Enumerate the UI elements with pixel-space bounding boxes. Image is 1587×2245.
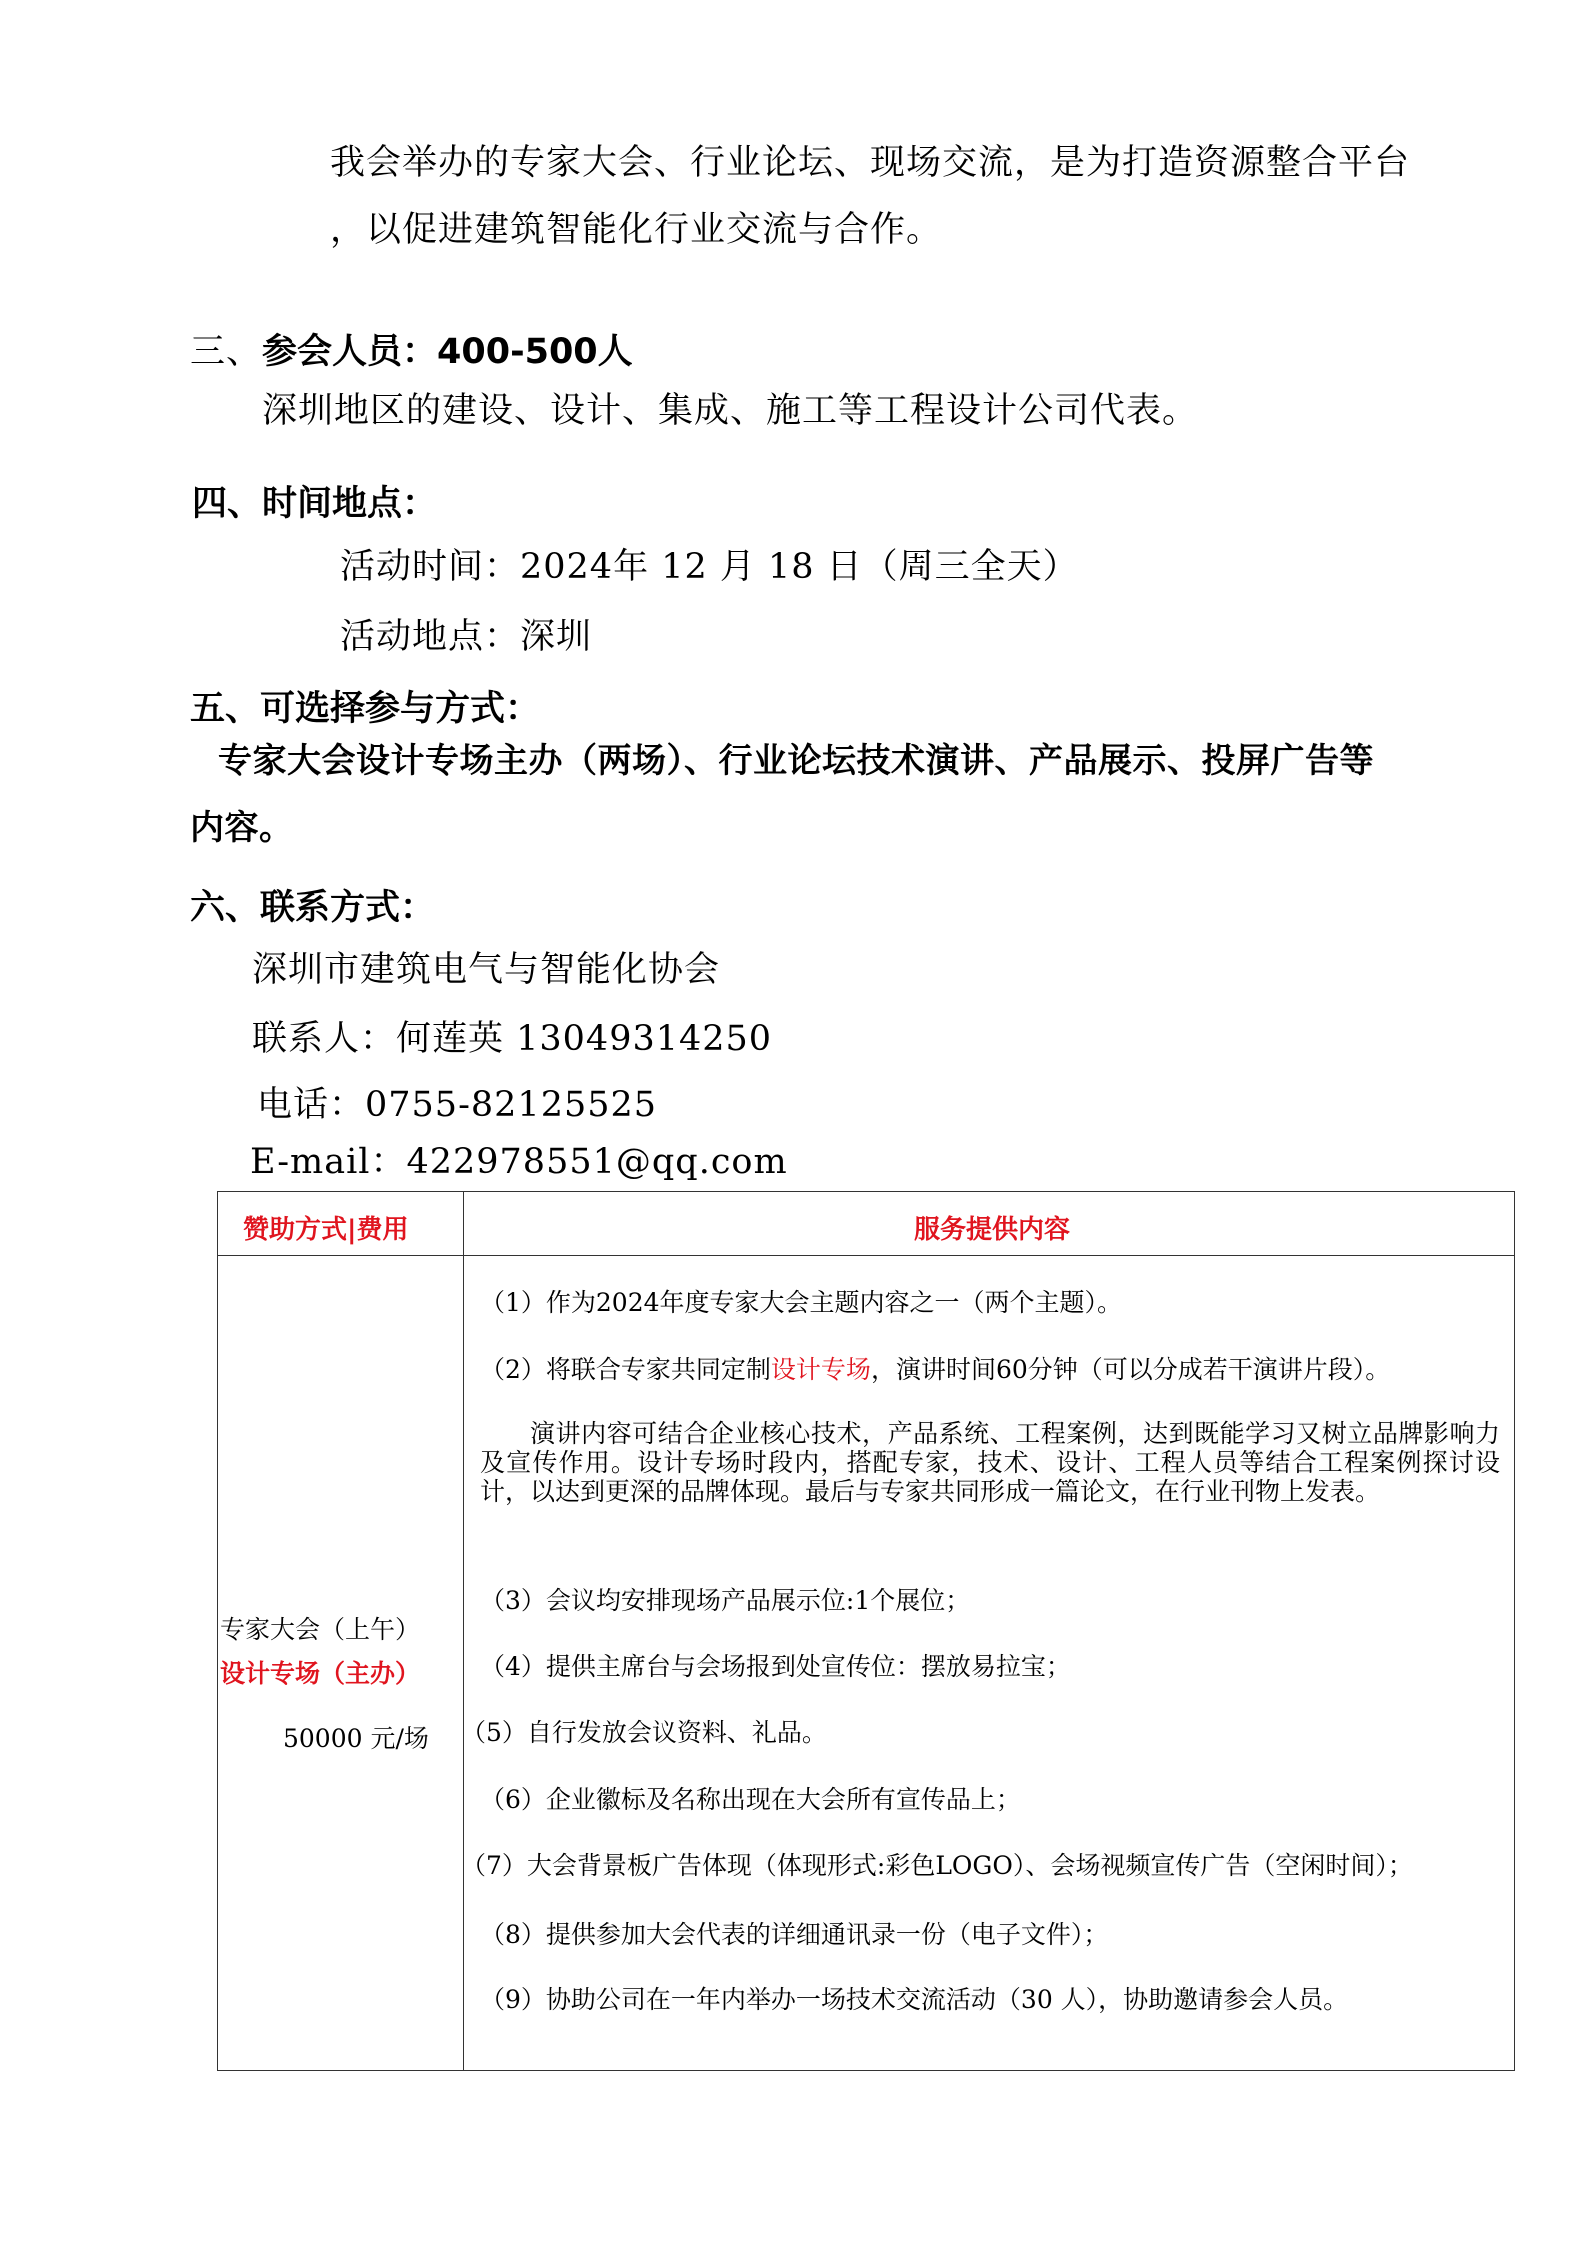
section-4-heading: 四、时间地点： [192, 484, 438, 524]
service-item-8: （8）提供参加大会代表的详细通讯录一份（电子文件）； [480, 1920, 1109, 1949]
section-6-heading: 六、联系方式： [190, 888, 436, 928]
service-item-6: （6）企业徽标及名称出现在大会所有宣传品上； [480, 1785, 1021, 1814]
contact-organization: 深圳市建筑电气与智能化协会 [252, 950, 721, 990]
contact-phone: 电话：0755-82125525 [257, 1085, 658, 1125]
intro-line-2: ，以促进建筑智能化行业交流与合作。 [330, 210, 943, 250]
service-item-4: （4）提供主席台与会场报到处宣传位：摆放易拉宝； [480, 1652, 1071, 1681]
contact-person: 联系人：何莲英 13049314250 [252, 1019, 773, 1059]
table-header-divider [218, 1255, 1514, 1256]
header-sponsorship-fee: 赞助方式|费用 [243, 1215, 409, 1245]
section-5-line-1: 专家大会设计专场主办（两场）、行业论坛技术演讲、产品展示、投屏广告等 [218, 741, 1374, 781]
section-5-line-2: 内容。 [190, 808, 294, 848]
package-price: 50000 元/场 [283, 1724, 429, 1753]
service-item-5: （5）自行发放会议资料、礼品。 [461, 1718, 827, 1747]
section-3-number: 三、 [190, 332, 263, 372]
sponsorship-table [217, 1191, 1515, 2071]
event-time: 活动时间：2024年 12 月 18 日（周三全天） [340, 547, 1079, 587]
contact-email: E-mail：422978551@qq.com [250, 1142, 788, 1182]
service-item-1: （1）作为2024年度专家大会主题内容之一（两个主题）。 [480, 1288, 1123, 1317]
event-place: 活动地点：深圳 [340, 617, 593, 657]
section-5-heading: 五、可选择参与方式： [190, 689, 541, 729]
table-column-divider [463, 1192, 464, 2070]
intro-line-1: 我会举办的专家大会、行业论坛、现场交流，是为打造资源整合平台 [330, 143, 1411, 183]
header-service-content: 服务提供内容 [914, 1215, 1071, 1245]
design-session-highlight: 设计专场 [770, 1355, 871, 1384]
service-item-2-prefix: （2）将联合专家共同定制 [480, 1355, 771, 1384]
service-item-7: （7）大会背景板广告体现（体现形式:彩色LOGO）、会场视频宣传广告（空闲时间）； [461, 1851, 1413, 1880]
service-item-2 [480, 1350, 1390, 1386]
service-item-9: （9）协助公司在一年内举办一场技术交流活动（30 人），协助邀请参会人员。 [480, 1985, 1349, 2014]
package-type: 设计专场（主办） [220, 1659, 421, 1688]
service-item-2-suffix: ，演讲时间60分钟（可以分成若干演讲片段）。 [870, 1355, 1391, 1384]
section-3-title: 参会人员：400-500人 [262, 332, 633, 372]
section-3-body: 深圳地区的建设、设计、集成、施工等工程设计公司代表。 [262, 391, 1199, 431]
service-item-3: （3）会议均安排现场产品展示位:1个展位； [480, 1586, 971, 1615]
service-description-paragraph: 演讲内容可结合企业核心技术，产品系统、工程案例，达到既能学习又树立品牌影响力及宣传作用。设计专场时段内，搭配专家，技术、设计、工程人员等结合工程案例探讨设计，以达到更深的品牌体现。最后与专家共同形成一篇论文，在行业刊物上发表。 [480, 1419, 1500, 1506]
section-3-heading [190, 324, 633, 374]
package-name: 专家大会（上午） [220, 1615, 421, 1644]
